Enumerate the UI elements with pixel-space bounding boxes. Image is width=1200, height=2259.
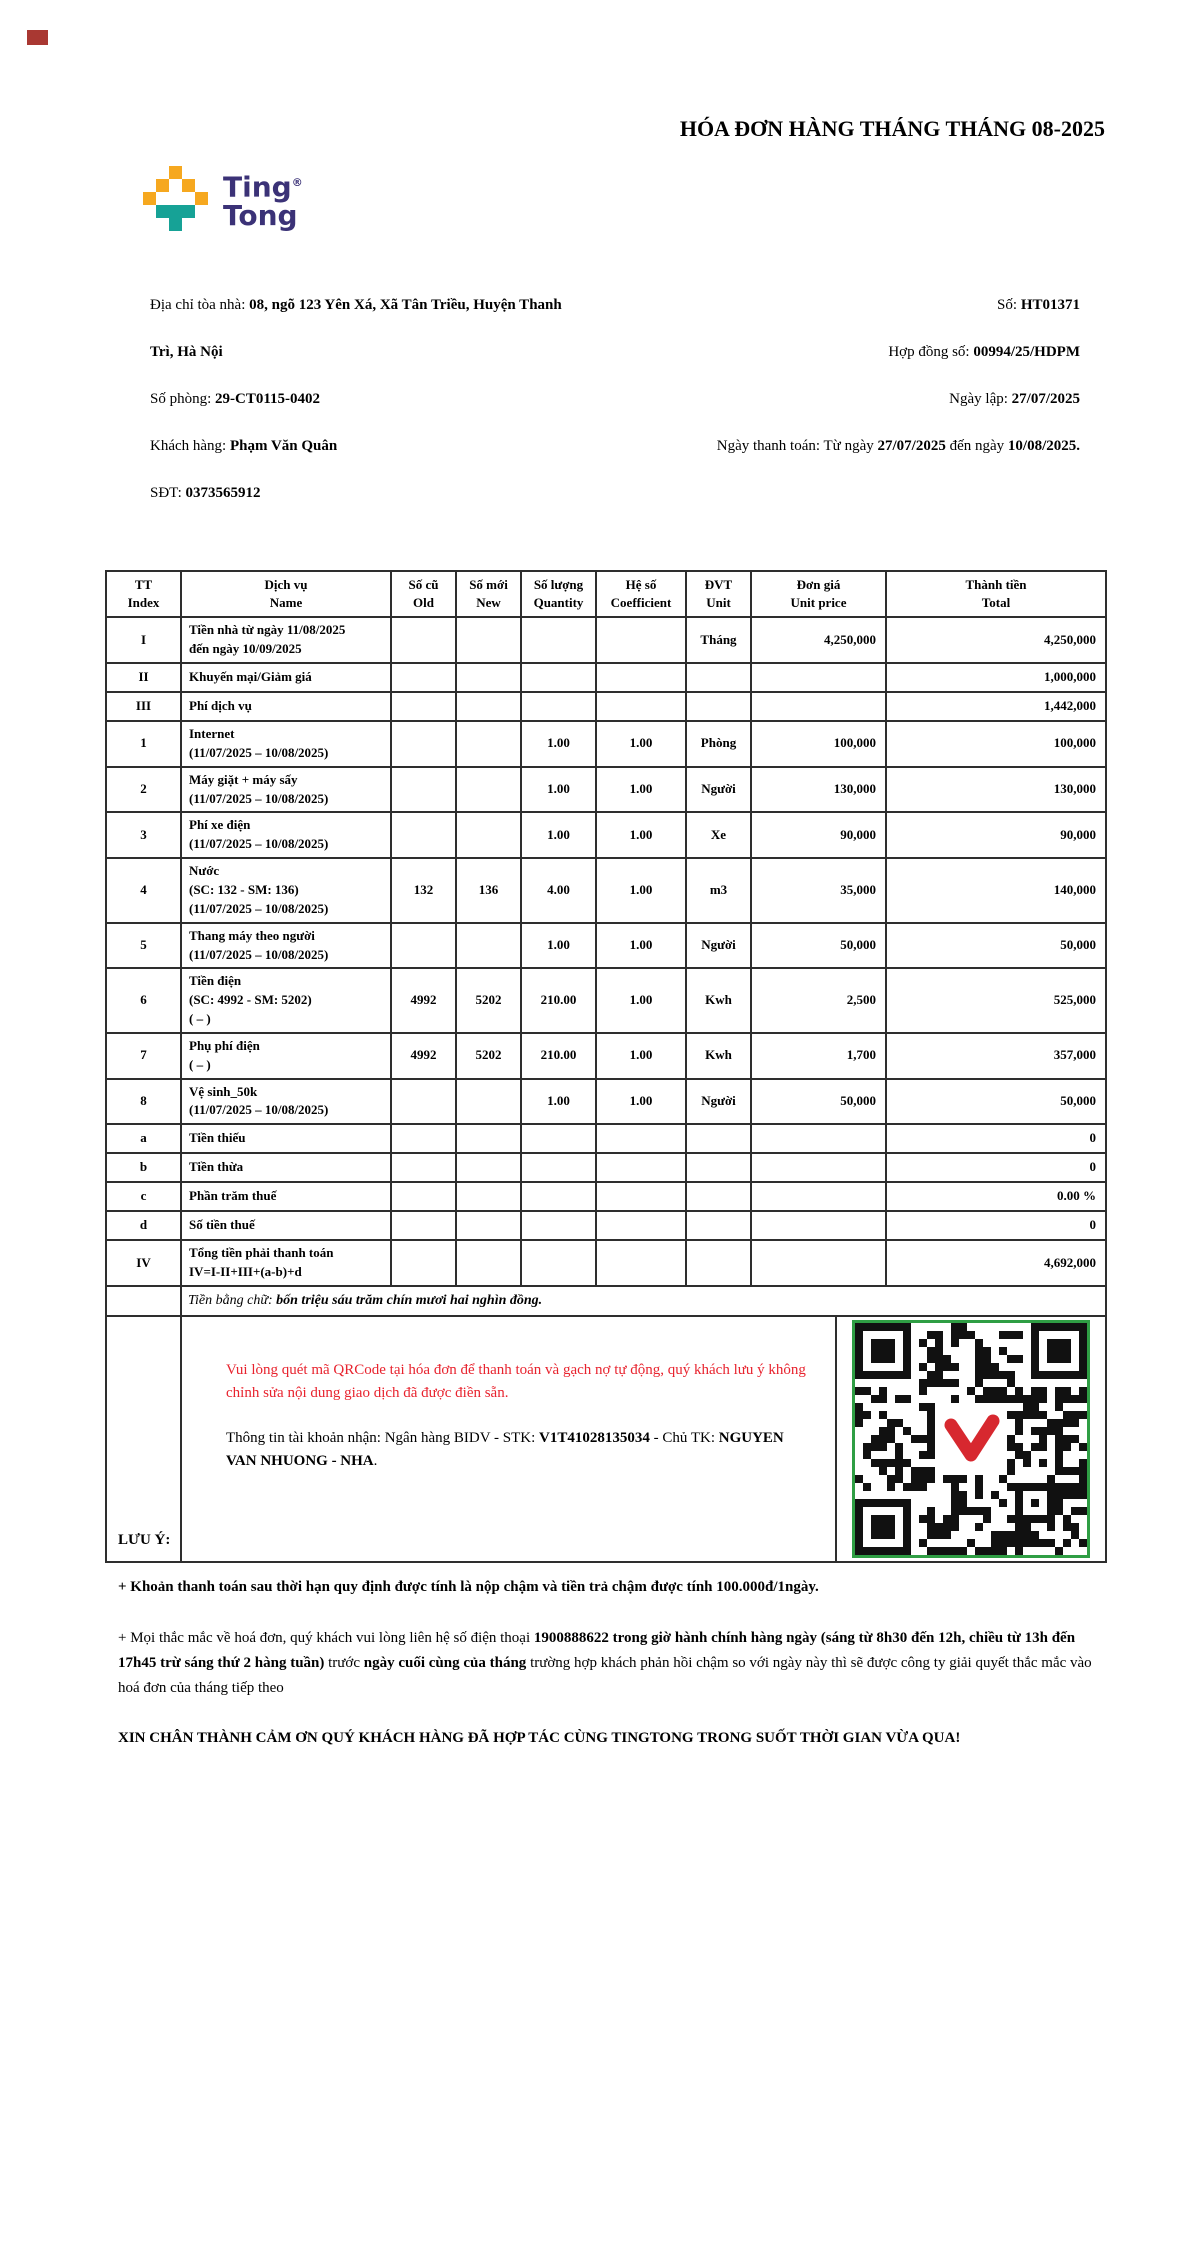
cell-service-name: Tiền thiếu — [181, 1124, 391, 1153]
column-header: Đơn giá Unit price — [751, 571, 886, 617]
cell-unit — [686, 1240, 751, 1286]
invoice-table — [105, 570, 1107, 1563]
cell-total: 1,000,000 — [886, 663, 1106, 692]
cell-coeff: 1.00 — [596, 858, 686, 923]
cell-index: a — [106, 1124, 181, 1153]
thank-you-note: XIN CHÂN THÀNH CẢM ƠN QUÝ KHÁCH HÀNG ĐÃ HỢP TÁC CÙNG TINGTONG TRONG SUỐT THỜI GIAN VỪA QUA! — [118, 1730, 961, 1746]
cell-new — [456, 1182, 521, 1211]
cell-index: 7 — [106, 1033, 181, 1079]
cell-service-name: Máy giặt + máy sấy (11/07/2025 – 10/08/2025) — [181, 767, 391, 813]
cell-old: 4992 — [391, 968, 456, 1033]
cell-unit — [686, 1124, 751, 1153]
cell-unit — [686, 692, 751, 721]
page-marker — [27, 30, 48, 45]
cell-coeff — [596, 692, 686, 721]
cell-total: 0 — [886, 1211, 1106, 1240]
cell-price: 4,250,000 — [751, 617, 886, 663]
table-row — [106, 692, 1106, 721]
qr-instruction-text: Vui lòng quét mã QRCode tại hóa đơn để thanh toán và gạch nợ tự động, quý khách lưu ý không chỉnh sửa nội dung giao dịch đã được điền sẵn. — [226, 1361, 806, 1401]
cell-service-name: Phí xe điện (11/07/2025 – 10/08/2025) — [181, 812, 391, 858]
cell-service-name: Tiền điện (SC: 4992 - SM: 5202) ( – ) — [181, 968, 391, 1033]
cell-index: 2 — [106, 767, 181, 813]
cell-old — [391, 767, 456, 813]
cell-total: 0 — [886, 1124, 1106, 1153]
table-row — [106, 1182, 1106, 1211]
cell-unit: Tháng — [686, 617, 751, 663]
meta-line: Địa chỉ tòa nhà: 08, ngõ 123 Yên Xá, Xã Tân Triều, Huyện Thanh Trì, Hà Nội — [150, 297, 562, 360]
cell-new — [456, 923, 521, 969]
cell-index: II — [106, 663, 181, 692]
cell-new — [456, 692, 521, 721]
cell-qty — [521, 617, 596, 663]
cell-new: 5202 — [456, 1033, 521, 1079]
cell-new — [456, 1124, 521, 1153]
cell-index: 3 — [106, 812, 181, 858]
tingtong-logo — [143, 166, 303, 231]
amount-in-words: Tiền bằng chữ: bốn triệu sáu trăm chín mươi hai nghìn đồng. — [181, 1286, 1106, 1316]
cell-unit — [686, 1182, 751, 1211]
cell-price: 50,000 — [751, 923, 886, 969]
cell-new: 136 — [456, 858, 521, 923]
column-header: Số mới New — [456, 571, 521, 617]
cell-index: III — [106, 692, 181, 721]
meta-line: Số phòng: 29-CT0115-0402 — [150, 391, 321, 407]
cell-unit — [686, 1153, 751, 1182]
cell-unit: Phòng — [686, 721, 751, 767]
cell-index: b — [106, 1153, 181, 1182]
cell-qty — [521, 1240, 596, 1286]
cell-unit: Người — [686, 923, 751, 969]
meta-line: Khách hàng: Phạm Văn Quân — [150, 438, 338, 454]
late-payment-note: + Khoản thanh toán sau thời hạn quy định được tính là nộp chậm và tiền trả chậm được tính 100.000đ/1ngày. — [118, 1579, 819, 1595]
cell-qty: 210.00 — [521, 968, 596, 1033]
cell-qty — [521, 692, 596, 721]
table-row — [106, 1153, 1106, 1182]
cell-total: 4,692,000 — [886, 1240, 1106, 1286]
cell-price: 100,000 — [751, 721, 886, 767]
column-header: Số lượng Quantity — [521, 571, 596, 617]
column-header: Thành tiền Total — [886, 571, 1106, 617]
table-row — [106, 767, 1106, 813]
cell-old: 4992 — [391, 1033, 456, 1079]
cell-total: 130,000 — [886, 767, 1106, 813]
cell-coeff — [596, 1124, 686, 1153]
cell-index: I — [106, 617, 181, 663]
cell-index: c — [106, 1182, 181, 1211]
cell-price — [751, 692, 886, 721]
qr-row — [106, 1316, 1106, 1562]
cell-service-name: Thang máy theo người (11/07/2025 – 10/08/2025) — [181, 923, 391, 969]
cell-unit: Kwh — [686, 1033, 751, 1079]
cell-old — [391, 1153, 456, 1182]
cell-qty: 1.00 — [521, 1079, 596, 1125]
cell-old — [391, 617, 456, 663]
cell-qty — [521, 1153, 596, 1182]
table-row — [106, 663, 1106, 692]
cell-new — [456, 767, 521, 813]
cell-new: 5202 — [456, 968, 521, 1033]
cell-old — [391, 1182, 456, 1211]
cell-coeff: 1.00 — [596, 721, 686, 767]
cell-qty: 1.00 — [521, 721, 596, 767]
cell-total: 50,000 — [886, 1079, 1106, 1125]
cell-total: 0.00 % — [886, 1182, 1106, 1211]
cell-price — [751, 1240, 886, 1286]
cell-service-name: Tổng tiền phải thanh toán IV=I-II+III+(a-b)+d — [181, 1240, 391, 1286]
customer-info-block — [150, 282, 562, 517]
cell-old: 132 — [391, 858, 456, 923]
cell-service-name: Internet (11/07/2025 – 10/08/2025) — [181, 721, 391, 767]
cell-index: 5 — [106, 923, 181, 969]
table-row — [106, 617, 1106, 663]
empty-cell — [106, 1316, 181, 1562]
cell-coeff — [596, 617, 686, 663]
cell-service-name: Vệ sinh_50k (11/07/2025 – 10/08/2025) — [181, 1079, 391, 1125]
cell-service-name: Tiền nhà từ ngày 11/08/2025 đến ngày 10/09/2025 — [181, 617, 391, 663]
qr-code — [852, 1320, 1090, 1558]
cell-service-name: Phí dịch vụ — [181, 692, 391, 721]
cell-index: 6 — [106, 968, 181, 1033]
cell-coeff: 1.00 — [596, 767, 686, 813]
cell-unit: Kwh — [686, 968, 751, 1033]
cell-new — [456, 1211, 521, 1240]
cell-coeff — [596, 663, 686, 692]
cell-old — [391, 1079, 456, 1125]
cell-new — [456, 721, 521, 767]
cell-price: 50,000 — [751, 1079, 886, 1125]
meta-line: Số: HT01371 — [997, 297, 1080, 313]
cell-price — [751, 1124, 886, 1153]
cell-index: 4 — [106, 858, 181, 923]
cell-old — [391, 1211, 456, 1240]
registered-trademark: ® — [291, 176, 303, 189]
cell-index: 1 — [106, 721, 181, 767]
cell-price: 90,000 — [751, 812, 886, 858]
cell-service-name: Phụ phí điện ( – ) — [181, 1033, 391, 1079]
cell-qty — [521, 1182, 596, 1211]
cell-price — [751, 1153, 886, 1182]
cell-total: 90,000 — [886, 812, 1106, 858]
logo-word-ting: Ting® — [223, 170, 303, 204]
cell-index: IV — [106, 1240, 181, 1286]
empty-cell — [106, 1286, 181, 1316]
cell-old — [391, 721, 456, 767]
cell-unit: m3 — [686, 858, 751, 923]
cell-qty: 1.00 — [521, 767, 596, 813]
cell-service-name: Phần trăm thuế — [181, 1182, 391, 1211]
table-row — [106, 1033, 1106, 1079]
notes-title: LƯU Ý: — [118, 1532, 171, 1548]
notes-section — [118, 1528, 1103, 1751]
cell-qty — [521, 1211, 596, 1240]
column-header: Hệ số Coefficient — [596, 571, 686, 617]
cell-qty: 4.00 — [521, 858, 596, 923]
qr-code-area — [835, 1317, 1105, 1561]
cell-coeff — [596, 1240, 686, 1286]
table-row — [106, 1079, 1106, 1125]
cell-total: 1,442,000 — [886, 692, 1106, 721]
amount-in-words-row — [106, 1286, 1106, 1316]
cell-price — [751, 1211, 886, 1240]
cell-coeff — [596, 1211, 686, 1240]
cell-total: 4,250,000 — [886, 617, 1106, 663]
payment-instructions — [182, 1317, 835, 1561]
cell-new — [456, 617, 521, 663]
table-header-row — [106, 571, 1106, 617]
cell-old — [391, 1240, 456, 1286]
cell-qty: 210.00 — [521, 1033, 596, 1079]
payment-info-cell — [181, 1316, 1106, 1562]
table-row — [106, 968, 1106, 1033]
cell-service-name: Khuyến mại/Giảm giá — [181, 663, 391, 692]
meta-line: SĐT: 0373565912 — [150, 485, 261, 501]
cell-unit: Người — [686, 767, 751, 813]
cell-index: 8 — [106, 1079, 181, 1125]
cell-coeff: 1.00 — [596, 923, 686, 969]
cell-new — [456, 663, 521, 692]
cell-coeff: 1.00 — [596, 968, 686, 1033]
table-row — [106, 812, 1106, 858]
cell-index: d — [106, 1211, 181, 1240]
cell-price — [751, 663, 886, 692]
cell-price: 1,700 — [751, 1033, 886, 1079]
table-row — [106, 721, 1106, 767]
cell-old — [391, 812, 456, 858]
cell-old — [391, 923, 456, 969]
meta-line: Ngày lập: 27/07/2025 — [949, 391, 1080, 407]
cell-new — [456, 1153, 521, 1182]
cell-qty: 1.00 — [521, 812, 596, 858]
cell-total: 100,000 — [886, 721, 1106, 767]
table-row — [106, 858, 1106, 923]
cell-coeff: 1.00 — [596, 812, 686, 858]
column-header: TT Index — [106, 571, 181, 617]
cell-price: 130,000 — [751, 767, 886, 813]
cell-coeff — [596, 1153, 686, 1182]
table-body — [106, 617, 1106, 1286]
cell-total: 140,000 — [886, 858, 1106, 923]
cell-unit — [686, 663, 751, 692]
cell-service-name: Tiền thừa — [181, 1153, 391, 1182]
cell-old — [391, 1124, 456, 1153]
cell-price: 2,500 — [751, 968, 886, 1033]
cell-new — [456, 1079, 521, 1125]
bank-account-info: Thông tin tài khoản nhận: Ngân hàng BIDV - STK: V1T41028135034 - Chủ TK: NGUYEN VAN NHUONG - NHA. — [226, 1429, 784, 1469]
cell-new — [456, 1240, 521, 1286]
cell-qty: 1.00 — [521, 923, 596, 969]
cell-coeff — [596, 1182, 686, 1211]
cell-qty — [521, 663, 596, 692]
column-header: ĐVT Unit — [686, 571, 751, 617]
cell-service-name: Số tiền thuế — [181, 1211, 391, 1240]
cell-unit — [686, 1211, 751, 1240]
table-row — [106, 1211, 1106, 1240]
cell-new — [456, 812, 521, 858]
meta-line: Hợp đồng số: 00994/25/HDPM — [888, 344, 1080, 360]
table-row — [106, 1124, 1106, 1153]
cell-unit: Người — [686, 1079, 751, 1125]
tingtong-logo-icon — [143, 166, 208, 231]
column-header: Dịch vụ Name — [181, 571, 391, 617]
logo-wordmark — [223, 168, 303, 233]
cell-coeff: 1.00 — [596, 1079, 686, 1125]
cell-unit: Xe — [686, 812, 751, 858]
cell-price: 35,000 — [751, 858, 886, 923]
meta-line: Ngày thanh toán: Từ ngày 27/07/2025 đến ngày 10/08/2025. — [716, 438, 1080, 454]
invoice-meta-block — [680, 282, 1080, 470]
table-row — [106, 923, 1106, 969]
cell-old — [391, 692, 456, 721]
table-row — [106, 1240, 1106, 1286]
hotline-note: + Mọi thắc mắc về hoá đơn, quý khách vui lòng liên hệ số điện thoại 1900888622 trong giờ hành chính hàng ngày (sáng từ 8h30 đến 12h, chiều từ 13h đến 17h45 trừ sáng thứ 2 hàng tuần) trước ngày cuối cùng của tháng trường hợp khách phản hồi chậm so với ngày này thì sẽ được công ty giải quyết thắc mắc vào hoá đơn của tháng tiếp theo — [118, 1630, 1092, 1696]
cell-total: 357,000 — [886, 1033, 1106, 1079]
cell-total: 525,000 — [886, 968, 1106, 1033]
cell-total: 50,000 — [886, 923, 1106, 969]
column-header: Số cũ Old — [391, 571, 456, 617]
cell-price — [751, 1182, 886, 1211]
cell-total: 0 — [886, 1153, 1106, 1182]
cell-coeff: 1.00 — [596, 1033, 686, 1079]
cell-service-name: Nước (SC: 132 - SM: 136) (11/07/2025 – 10/08/2025) — [181, 858, 391, 923]
cell-qty — [521, 1124, 596, 1153]
cell-old — [391, 663, 456, 692]
invoice-title: HÓA ĐƠN HÀNG THÁNG THÁNG 08-2025 — [679, 116, 1105, 141]
logo-word-tong: Tong — [223, 199, 298, 233]
